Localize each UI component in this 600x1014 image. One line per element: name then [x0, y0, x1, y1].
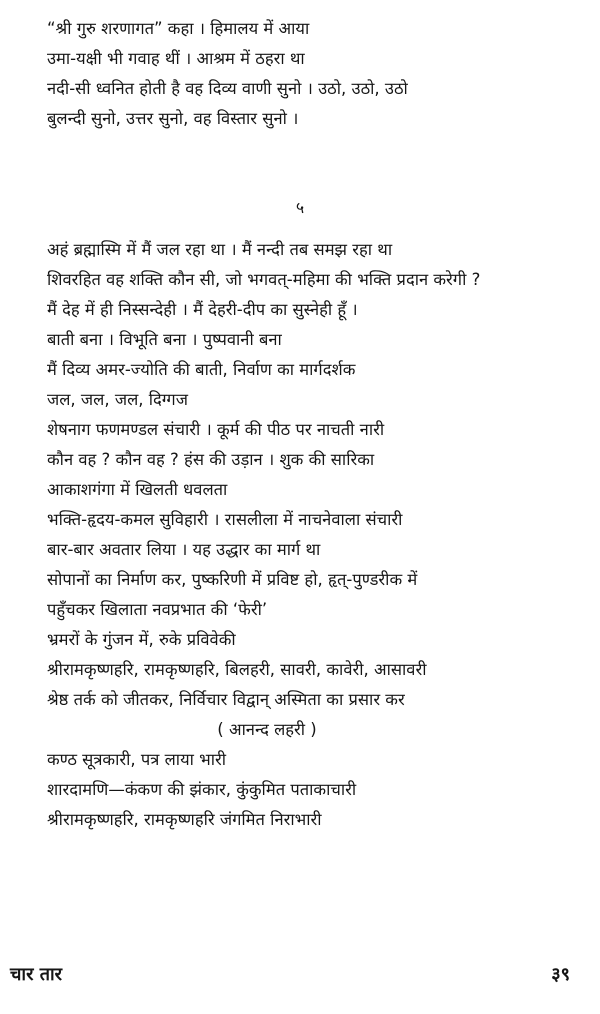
- poem-line: बाती बना । विभूति बना । पुष्पवानी बना: [47, 330, 282, 349]
- poem-line: भक्ति-हृदय-कमल सुविहारी । रासलीला में नाचनेवाला संचारी: [47, 510, 403, 529]
- poem-line: बुलन्दी सुनो, उत्तर सुनो, वह विस्तार सुनो ।: [47, 109, 299, 128]
- running-footer-title: चार तार: [10, 964, 63, 985]
- page-number: ३९: [551, 964, 570, 985]
- poem-line: श्रेष्ठ तर्क को जीतकर, निर्विचार विद्वान् अस्मिता का प्रसार कर: [47, 690, 405, 709]
- section-number: ५: [295, 198, 305, 217]
- poem-line: मैं दिव्य अमर-ज्योति की बाती, निर्वाण का मार्गदर्शक: [47, 360, 356, 379]
- stanza-main: [47, 235, 547, 835]
- poem-subheading: ( आनन्द लहरी ): [217, 720, 317, 739]
- stanza-top: [47, 14, 547, 134]
- poem-line: पहुँचकर खिलाता नवप्रभात की ‘फेरी’: [47, 600, 268, 619]
- poem-line: कौन वह ? कौन वह ? हंस की उड़ान । शुक की सारिका: [47, 450, 375, 469]
- poem-line: नदी-सी ध्वनित होती है वह दिव्य वाणी सुनो । उठो, उठो, उठो: [47, 79, 408, 98]
- poem-line: उमा-यक्षी भी गवाह थीं । आश्रम में ठहरा था: [47, 49, 305, 68]
- poem-line: बार-बार अवतार लिया । यह उद्धार का मार्ग था: [47, 540, 321, 559]
- poem-line: आकाशगंगा में खिलती धवलता: [47, 480, 228, 499]
- poem-line: कण्ठ सूत्रकारी, पत्र लाया भारी: [47, 750, 227, 769]
- poem-line: मैं देह में ही निस्सन्देही । मैं देहरी-दीप का सुस्नेही हूँ ।: [47, 300, 358, 319]
- poem-line: “श्री गुरु शरणागत” कहा । हिमालय में आया: [47, 19, 310, 38]
- poem-line: भ्रमरों के गुंजन में, रुके प्रविवेकी: [47, 630, 236, 649]
- poem-line: अहं ब्रह्मास्मि में मैं जल रहा था । मैं नन्दी तब समझ रहा था: [47, 240, 393, 259]
- poem-line: श्रीरामकृष्णहरि, रामकृष्णहरि, बिलहरी, सावरी, कावेरी, आसावरी: [47, 660, 427, 679]
- poem-line: सोपानों का निर्माण कर, पुष्करिणी में प्रविष्ट हो, हृत्-पुण्डरीक में: [47, 570, 418, 589]
- poem-line: शिवरहित वह शक्ति कौन सी, जो भगवत्-महिमा की भक्ति प्रदान करेगी ?: [47, 270, 481, 289]
- poem-line: श्रीरामकृष्णहरि, रामकृष्णहरि जंगमित निराभारी: [47, 810, 322, 829]
- poem-line: शारदामणि—कंकण की झंकार, कुंकुमित पताकाचारी: [47, 780, 357, 799]
- poem-line: जल, जल, जल, दिग्गज: [47, 390, 188, 409]
- poem-line: शेषनाग फणमण्डल संचारी । कूर्म की पीठ पर नाचती नारी: [47, 420, 385, 439]
